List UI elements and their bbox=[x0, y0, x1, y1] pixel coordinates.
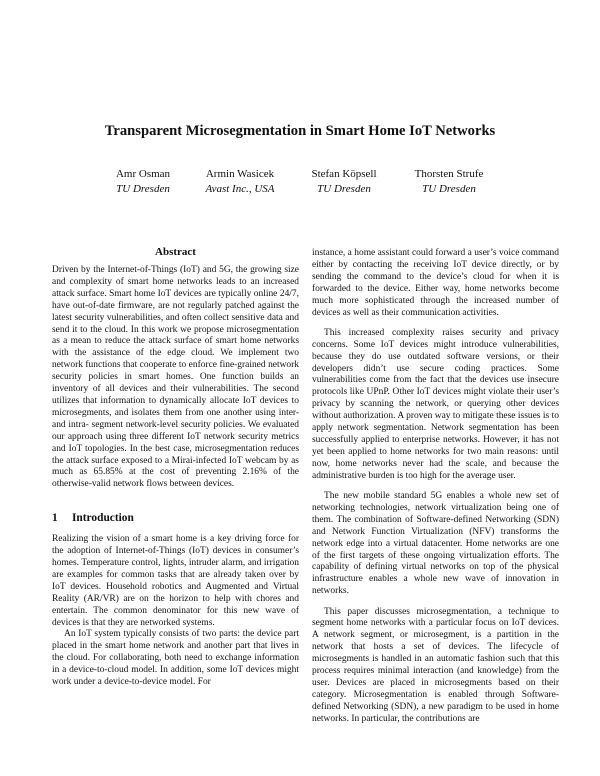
body-paragraph-4: This paper discusses microsegmentation, a technique to segment home networks with a particular focus on IoT devices. A network segment, or microsegment, is a partition in the network that hosts a set of devices. The lifecycle of microsegments is handled in an automatic fashion such that this process requires minimal interaction (and knowledge) from the user. Devices are placed in microsegments based on their category. Microsegmentation is enabled through Software-defined Networking (SDN), a new paradigm to be used in home networks. In particular, the contributions are bbox=[312, 606, 559, 724]
body-paragraph-1: instance, a home assistant could forward a user’s voice command either by contacting the receiving IoT device directly, or by sending the command to the device’s cloud for when it is forwarded to the device. Either way, home networks become much more sophisticated through the increased number of devices as well as their communication activities. bbox=[312, 248, 559, 318]
author-affiliation: TU Dresden bbox=[116, 183, 170, 195]
author-3 bbox=[311, 167, 376, 197]
author-2 bbox=[205, 167, 274, 197]
section-number: 1 bbox=[52, 512, 58, 525]
left-column bbox=[52, 245, 299, 689]
section-title: Introduction bbox=[72, 512, 134, 525]
abstract-text: Driven by the Internet-of-Things (IoT) and 5G, the growing size and complexity of smart home networks leads to an increased attack surface. Smart home IoT devices are typically online 24/7, have out-of-date firmware, are not regularly patched against the latest security vulnerabilities, and often collect sensitive data and send it to the cloud. In this work we propose microsegmentation as a mean to reduce the attack surface of smart home networks with the assistance of the edge cloud. We implement two network functions that cooperate to enforce fine-grained network security policies in smart homes. One function builds an inventory of all devices and their vulnerabilities. The second utilizes that information to dynamically allocate IoT devices to microsegments, and isolates them from one another using inter- and intra- segment network-level security policies. We evaluated our approach using three different IoT network security metrics and IoT topologies. In the best case, microsegmentation reduces the attack surface exposed to a Mirai-infected IoT webcam by as much as 65.85% at the cost of preventing 2.16% of the otherwise-valid network flows between devices. bbox=[52, 265, 299, 490]
author-affiliation: TU Dresden bbox=[317, 183, 371, 195]
body-paragraph-3: The new mobile standard 5G enables a whole new set of networking technologies, network virtualization being one of them. The combination of Software-defined Networking (SDN) and Network Function Virtualization (NFV) transforms the network edge into a virtual datacenter. Home networks are one of the first targets of these ongoing virtualization efforts. The capability of defining virtual networks on top of the physical infrastructure enables a whole new wave of innovation in networks. bbox=[312, 491, 559, 597]
author-name: Armin Wasicek bbox=[205, 168, 275, 180]
body-paragraph-2: This increased complexity raises security and privacy concerns. Some IoT devices might introduce vulnerabilities, because they do use outdated software versions, or their developers didn’t use secure coding practices. Some vulnerabilities come from the fact that the devices use insecure protocols like UPnP. Other IoT devices might violate their user’s privacy by scanning the network, or querying other devices without authorization. A proven way to mitigate these issues is to apply network segmentation. Network segmentation has been successfully applied to enterprise networks. However, it has not yet been applied to home networks for two main reasons: until now, home networks never had the scale, and because the administrative burden is too high for the average user. bbox=[312, 327, 559, 481]
author-1 bbox=[116, 167, 170, 197]
author-name: Thorsten Strufe bbox=[414, 168, 484, 180]
author-affiliation: Avast Inc., USA bbox=[205, 183, 275, 195]
abstract-heading: Abstract bbox=[155, 246, 196, 258]
author-4 bbox=[415, 167, 484, 197]
intro-paragraph-1: Realizing the vision of a smart home is a key driving force for the adoption of Internet-of-Things (IoT) devices in consumer’s homes. Temperature control, lights, intruder alarm, and irrigation are examples for common tasks that are already taken over by IoT devices. Household robotics and Augmented and Virtual Reality (AR/VR) are on the horizon to help with chores and entertain. The common denominator for this new wave of devices is that they are networked systems. bbox=[52, 534, 299, 628]
right-column bbox=[312, 248, 559, 726]
author-name: Stefan Köpsell bbox=[311, 168, 377, 180]
section-heading-introduction bbox=[52, 511, 299, 525]
author-name: Amr Osman bbox=[115, 168, 171, 180]
intro-paragraph-2: An IoT system typically consists of two parts: the device part placed in the smart home network and another part that lives in the cloud. For collaborating, both need to exchange information in a device-to-cloud model. In addition, some IoT devices might work under a device-to-device model. For bbox=[52, 629, 299, 688]
paper-title: Transparent Microsegmentation in Smart Home IoT Networks bbox=[104, 123, 496, 139]
author-affiliation: TU Dresden bbox=[422, 183, 476, 195]
